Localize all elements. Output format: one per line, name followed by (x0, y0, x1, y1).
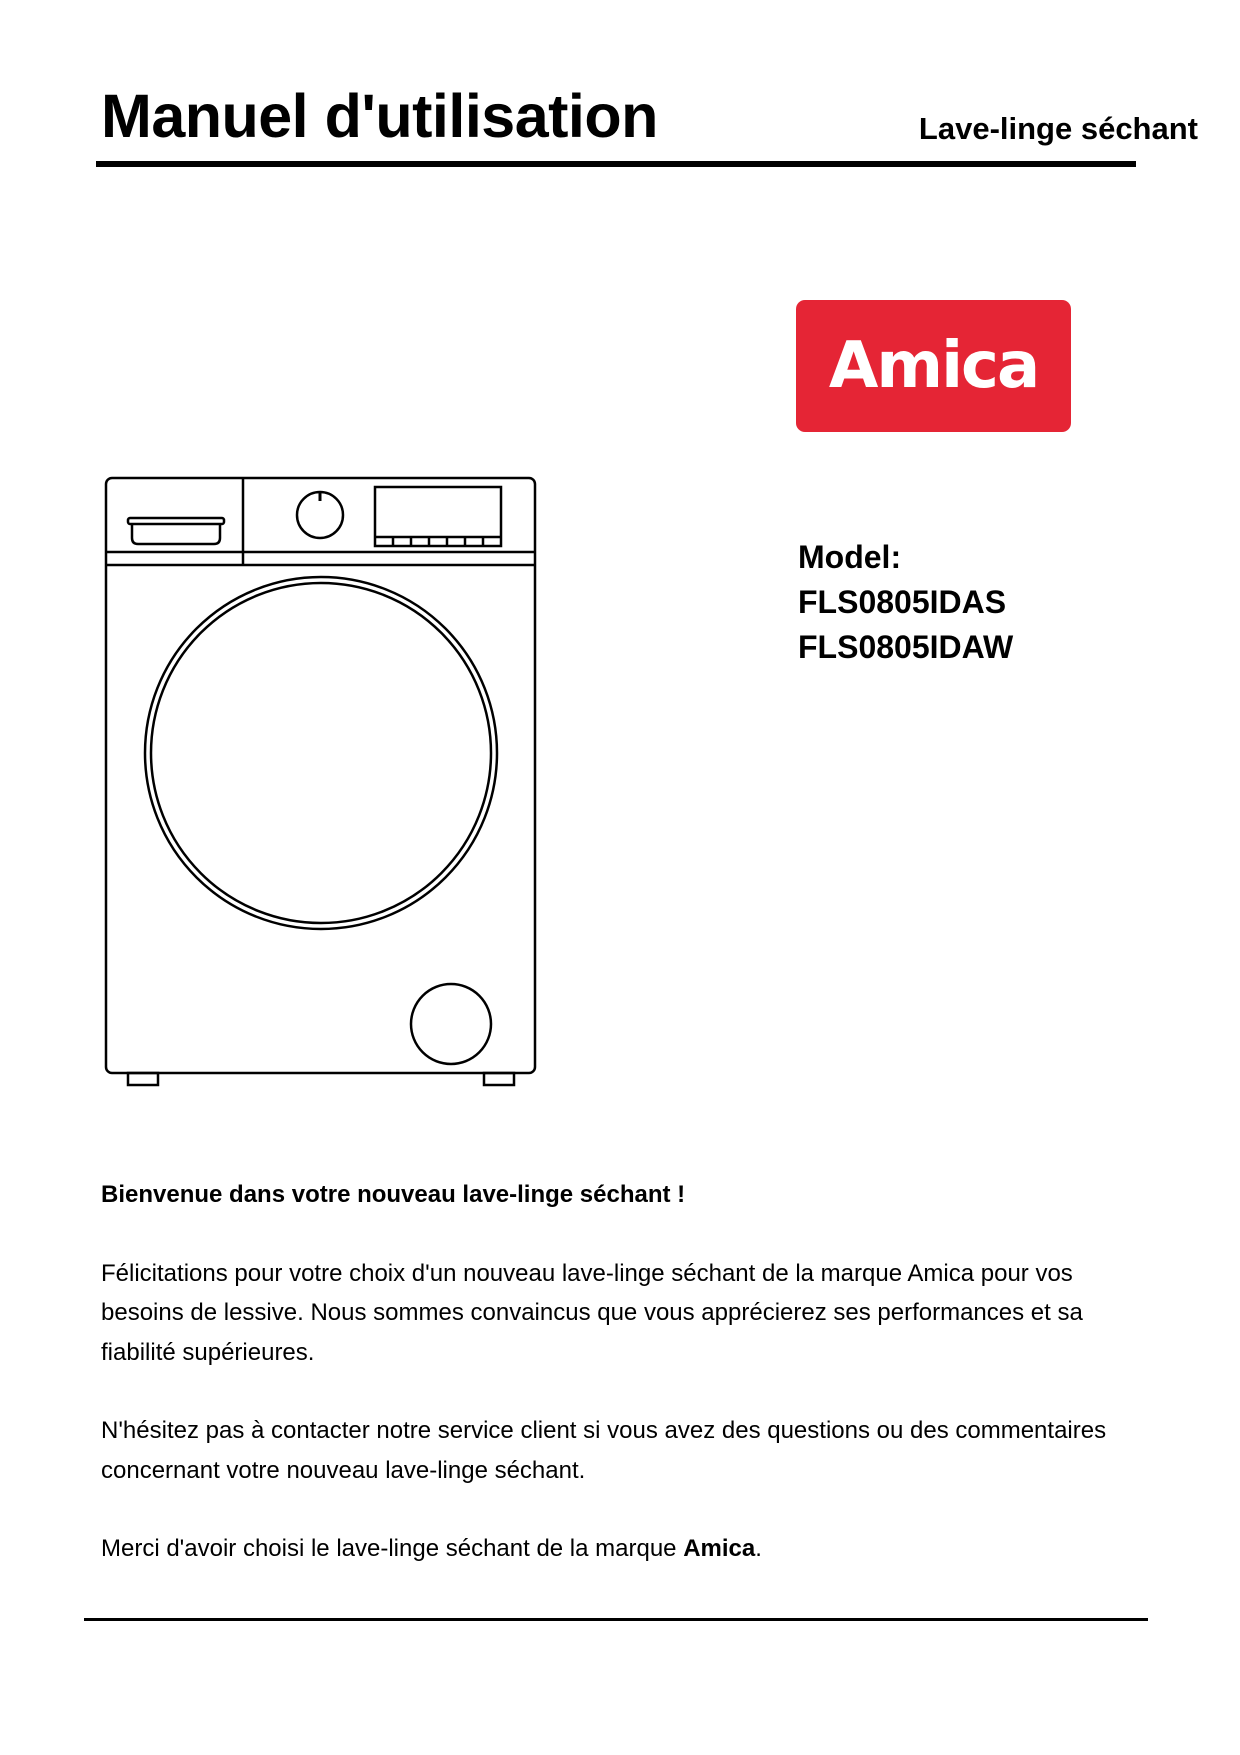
intro-text (101, 1175, 1141, 1569)
footer-divider (84, 1618, 1148, 1621)
congratulations-paragraph: Félicitations pour votre choix d'un nouveau lave-linge séchant de la marque Amica pour vos besoins de lessive. Nous sommes convaincus que vous apprécierez ses performances et sa fiabilité supérieures. (101, 1259, 1083, 1366)
thanks-suffix: . (755, 1535, 762, 1562)
contact-paragraph: N'hésitez pas à contacter notre service client si vous avez des questions ou des commentaires concernant votre nouveau lave-linge séchant. (101, 1417, 1107, 1484)
model-number: FLS0805IDAS (798, 584, 1007, 620)
washer-dryer-icon (100, 470, 550, 1095)
model-number: FLS0805IDAW (798, 629, 1014, 665)
model-label: Model: (798, 539, 902, 575)
thanks-paragraph (101, 1529, 1141, 1569)
thanks-text: Merci d'avoir choisi le lave-linge séchant de la marque (101, 1535, 684, 1562)
document-title: Manuel d'utilisation (101, 82, 658, 150)
model-info (798, 535, 1013, 670)
document-subtitle: Lave-linge séchant (918, 111, 1198, 146)
welcome-heading: Bienvenue dans votre nouveau lave-linge séchant ! (101, 1181, 686, 1208)
header-divider (96, 161, 1136, 167)
thanks-brand: Amica (683, 1535, 756, 1562)
amica-logo (796, 300, 1071, 432)
logo-text: Amica (828, 329, 1039, 403)
